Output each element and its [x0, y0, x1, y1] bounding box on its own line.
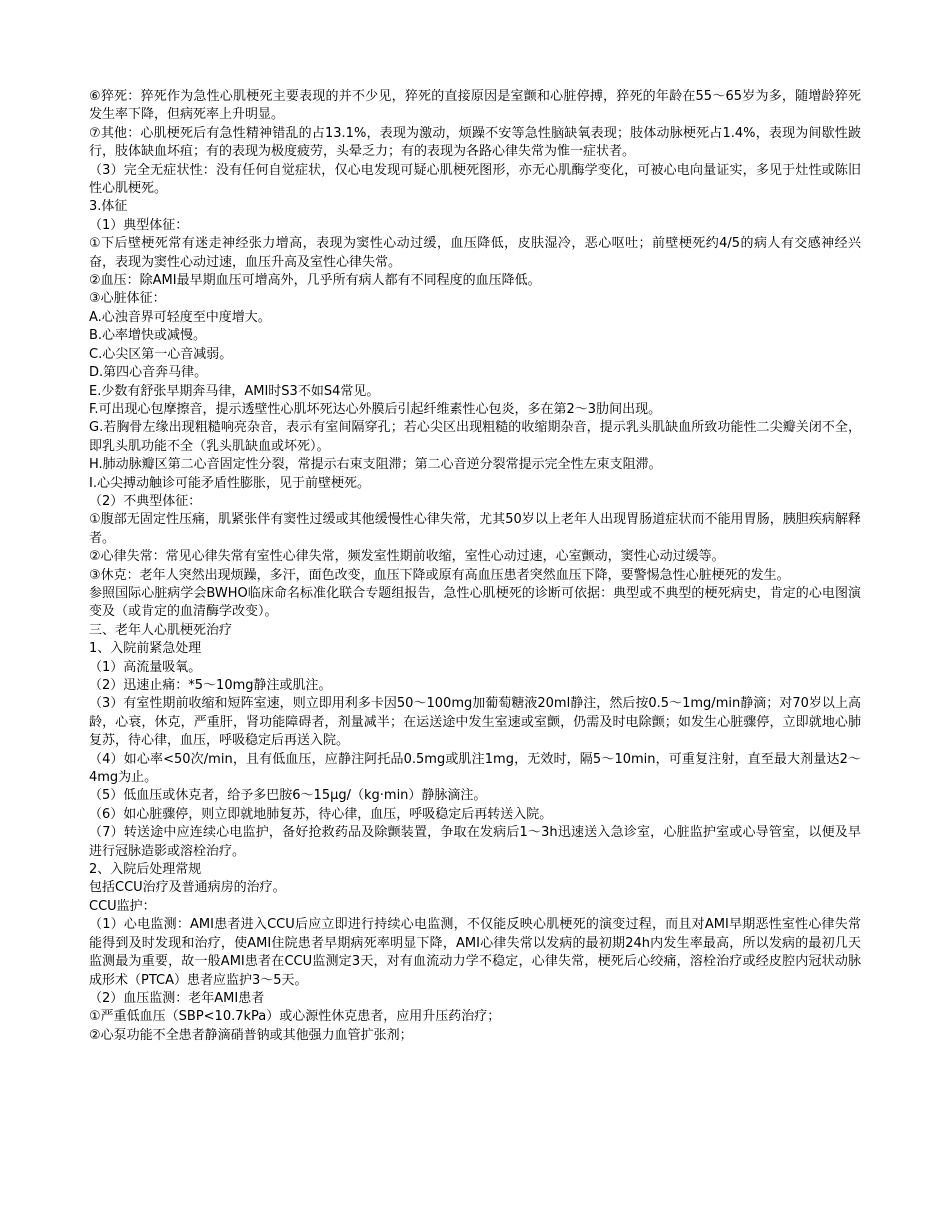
paragraph: 3.体征: [89, 199, 128, 215]
paragraph: C.心尖区第一心音减弱。: [89, 346, 233, 362]
paragraph: （7）转送途中应连续心电监护，备好抢救药品及除颤装置，争取在发病后1～3h迅速送入急诊室，心脏监护室或心导管室，以便及早进行冠脉造影或溶栓治疗。: [89, 825, 861, 859]
paragraph: （3）有室性期前收缩和短阵室速，则立即用利多卡因50～100mg加葡萄糖液20ml静注，然后按0.5～1mg/min静滴；对70岁以上高龄，心衰，休克，严重肝，肾功能障碍者，剂量减半；在运送途中发生室速或室颤，仍需及时电除颤；如发生心脏骤停，立即就地心肺复苏，待心律，血压，呼吸稳定后再送入院。: [89, 696, 861, 749]
paragraph: B.心率增快或减慢。: [89, 328, 207, 344]
paragraph: D.第四心音奔马律。: [89, 365, 208, 381]
paragraph: A.心浊音界可轻度至中度增大。: [89, 309, 271, 325]
paragraph: ②血压：除AMI最早期血压可增高外，几乎所有病人都有不同程度的血压降低。: [89, 273, 541, 289]
paragraph: ①腹部无固定性压痛，肌紧张伴有窦性过缓或其他缓慢性心律失常，尤其50岁以上老年人出现胃肠道症状而不能用胃肠，胰胆疾病解释者。: [89, 512, 861, 546]
paragraph: ③心脏体征：: [89, 291, 166, 307]
paragraph: F.可出现心包摩擦音，提示透壁性心肌坏死达心外膜后引起纤维素性心包炎，多在第2～3肋间出现。: [89, 401, 662, 417]
paragraph: （2）迅速止痛：*5～10mg静注或肌注。: [89, 678, 332, 693]
paragraph: ⑦其他：心肌梗死后有急性精神错乱的占13.1%，表现为激动，烦躁不安等急性脑缺氧表现；肢体动脉梗死占1.4%，表现为间歇性跛行，肢体缺血坏疽；有的表现为极度疲劳，头晕乏力；有的表现为各路心律失常为惟一症状者。: [89, 125, 861, 160]
paragraph: CCU监护：: [89, 898, 156, 914]
paragraph: ②心律失常：常见心律失常有室性心律失常，频发室性期前收缩，室性心动过速，心室颤动，窦性心动过缓等。: [89, 549, 725, 565]
paragraph: 2、入院后处理常规: [89, 862, 202, 878]
paragraph: ①严重低血压（SBP<10.7kPa）或心源性休克患者，应用升压药治疗；: [89, 1009, 501, 1025]
paragraph: ①下后壁梗死常有迷走神经张力增高，表现为窦性心动过缓，血压降低，皮肤湿冷，恶心呕吐；前壁梗死约4/5的病人有交感神经兴奋，表现为窦性心动过速，血压升高及室性心律失常。: [89, 236, 861, 270]
paragraph: （2）血压监测：老年AMI患者: [89, 990, 265, 1006]
paragraph: （1）典型体征：: [89, 217, 189, 233]
document-body: [89, 88, 861, 1045]
paragraph: （6）如心脏骤停，则立即就地肺复苏，待心律，血压，呼吸稳定后再转送入院。: [89, 806, 553, 822]
paragraph: H.肺动脉瓣区第二心音固定性分裂，常提示右束支阻滞；第二心音逆分裂常提示完全性左束支阻滞。: [89, 457, 662, 473]
paragraph: ⑥猝死：猝死作为急性心肌梗死主要表现的并不少见，猝死的直接原因是室颤和心脏停搏，猝死的年龄在55～65岁为多，随增龄猝死发生率下降，但病死率上升明显。: [89, 89, 861, 123]
paragraph: G.若胸骨左缘出现粗糙响亮杂音，表示有室间隔穿孔；若心尖区出现粗糙的收缩期杂音，提示乳头肌缺血所致功能性二尖瓣关闭不全，即乳头肌功能不全（乳头肌缺血或坏死）。: [89, 420, 861, 454]
paragraph: （2）不典型体征：: [89, 493, 202, 509]
paragraph: E.少数有舒张早期奔马律，AMI时S3不如S4常见。: [89, 383, 380, 399]
paragraph: ②心泵功能不全患者静滴硝普钠或其他强力血管扩张剂；: [89, 1027, 413, 1043]
paragraph: （4）如心率<50次/min，且有低血压，应静注阿托品0.5mg或肌注1mg，无效时，隔5～10min，可重复注射，直至最大剂量达2～4mg为止。: [89, 751, 861, 786]
paragraph: 1、入院前紧急处理: [89, 641, 202, 657]
paragraph: 包括CCU治疗及普通病房的治疗。: [89, 880, 286, 896]
paragraph: I.心尖搏动触诊可能矛盾性膨胀，见于前壁梗死。: [89, 475, 370, 491]
paragraph: ③休克：老年人突然出现烦躁，多汗，面色改变，血压下降或原有高血压患者突然血压下降，要警惕急性心脏梗死的发生。: [89, 567, 790, 583]
paragraph: （1）高流量吸氧。: [89, 659, 202, 675]
paragraph: 参照国际心脏病学会BWHO临床命名标准化联合专题组报告，急性心肌梗死的诊断可依据：典型或不典型的梗死病史，肯定的心电图演变及（或肯定的血清酶学改变）。: [89, 585, 861, 620]
paragraph: （5）低血压或休克者，给予多巴胺6～15μg/（kg·min）静脉滴注。: [89, 788, 487, 804]
paragraph: （3）完全无症状性：没有任何自觉症状，仅心电发现可疑心肌梗死图形，亦无心肌酶学变化，可被心电向量证实，多见于灶性或陈旧性心肌梗死。: [89, 162, 861, 197]
paragraph: （1）心电监测：AMI患者进入CCU后应立即进行持续心电监测，不仅能反映心肌梗死的演变过程，而且对AMI早期恶性室性心律失常能得到及时发现和治疗，使AMI住院患者早期病死率明显下降，AMI心律失常以发病的最初期24h内发生率最高，所以发病的最初几天监测最为重要，故一般AMI患者在CCU监测定3天，对有血流动力学不稳定，心律失常，梗死后心绞痛，溶栓治疗或经皮腔内冠状动脉成形术（PTCA）患者应监护3～5天。: [89, 917, 861, 988]
paragraph: 三、老年人心肌梗死治疗: [89, 622, 233, 638]
